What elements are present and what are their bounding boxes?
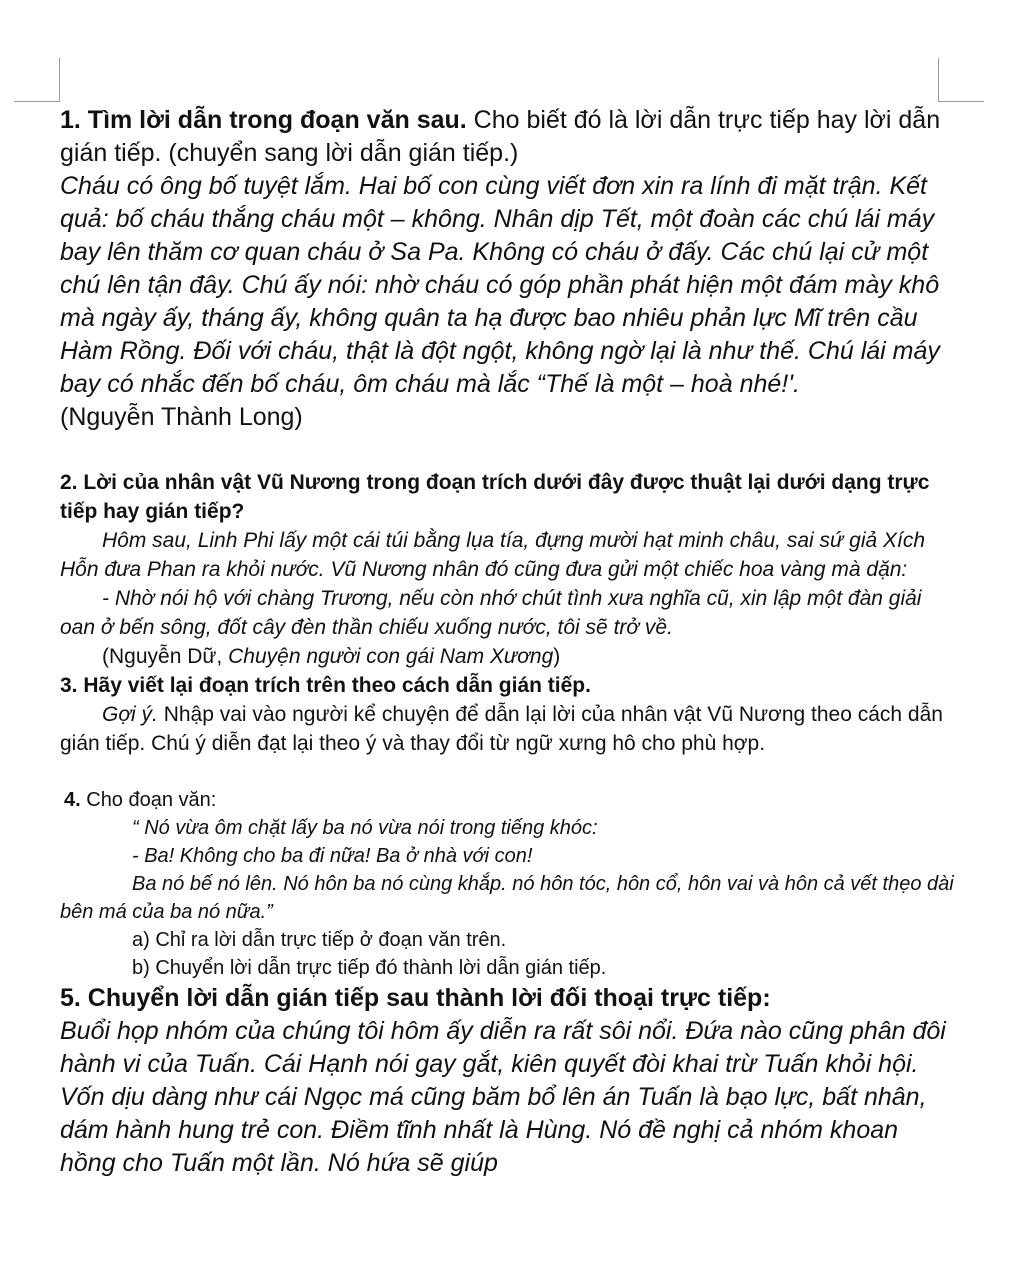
question-1-passage: Cháu có ông bố tuyệt lắm. Hai bố con cùng viết đơn xin ra lính đi mặt trận. Kết quả: bố cháu thắng cháu một – không. Nhân dịp Tết, một đoàn các chú lái máy bay lên thăm cơ quan cháu ở Sa Pa. Không có cháu ở đấy. Các chú lại cử một chú lên tận đây. Chú ấy nói: nhờ cháu có góp phần phát hiện một đám mày khô mà ngày ấy, tháng ấy, không quân ta hạ được bao nhiêu phản lực Mĩ trên cầu Hàm Rồng. Đối với cháu, thật là đột ngột, không ngờ lại là như thế. Chú lái máy bay có nhắc đến bố cháu, ôm cháu mà lắc “Thế là một – hoà nhé!'. [60, 172, 940, 398]
question-1-source: (Nguyễn Thành Long) [60, 403, 303, 431]
question-4-line-1: “ Nó vừa ôm chặt lấy ba nó vừa nói trong tiếng khóc: [132, 817, 598, 839]
question-2-source-close: ) [553, 645, 561, 668]
question-4-title: Cho đoạn văn: [80, 789, 217, 811]
question-2-source-title: Chuyện người con gái Nam Xương [228, 645, 554, 668]
question-2-heading: 2. Lời của nhân vật Vũ Nương trong đoạn trích dưới đây được thuật lại dưới dạng trực tiếp hay gián tiếp? [60, 471, 930, 523]
question-1-instruction: Cho biết đó là lời dẫn trực tiếp hay lời dẫn gián tiếp. (chuyển sang lời dẫn gián tiếp.) [60, 106, 941, 167]
question-3-hint-text: Nhập vai vào người kể chuyện để dẫn lại lời của nhân vật Vũ Nương theo cách dẫn gián tiếp. Chú ý diễn đạt lại theo ý và thay đổi từ ngữ xưng hô cho phù hợp. [60, 703, 943, 755]
question-4-line-3: Ba nó bế nó lên. Nó hôn ba nó cùng khắp. nó hôn tóc, hôn cổ, hôn vai và hôn cả vết thẹo dài bên má của ba nó nữa.” [60, 873, 954, 923]
crop-mark-right-vertical [938, 58, 939, 102]
question-2-passage-1: Hôm sau, Linh Phi lấy một cái túi bằng lụa tía, đựng mười hạt minh châu, sai sứ giả Xích Hỗn đưa Phan ra khỏi nước. Vũ Nương nhân đó cũng đưa gửi một chiếc hoa vàng mà dặn: [60, 529, 926, 581]
question-4-line-2: - Ba! Không cho ba đi nữa! Ba ở nhà với con! [132, 845, 533, 867]
question-2 [60, 468, 960, 671]
question-1 [60, 104, 960, 434]
document-page [60, 100, 960, 1180]
question-4-heading [60, 786, 960, 814]
question-2-source [60, 642, 960, 671]
question-4 [60, 786, 960, 982]
question-3-hint [60, 700, 960, 758]
question-3 [60, 671, 960, 758]
question-4-task-b: b) Chuyển lời dẫn trực tiếp đó thành lời dẫn gián tiếp. [132, 957, 607, 979]
question-5-passage: Buổi họp nhóm của chúng tôi hôm ấy diễn ra rất sôi nổi. Đứa nào cũng phân đôi hành vi của Tuấn. Cái Hạnh nói gay gắt, kiên quyết đòi khai trừ Tuấn khỏi hội. Vốn dịu dàng như cái Ngọc má cũng băm bổ lên án Tuấn là bạo lực, bất nhân, dám hành hung trẻ con. Điềm tĩnh nhất là Hùng. Nó đề nghị cả nhóm khoan hồng cho Tuấn một lần. Nó hứa sẽ giúp [60, 1017, 946, 1177]
question-2-source-author: (Nguyễn Dữ, [102, 645, 229, 668]
question-2-passage-2: - Nhờ nói hộ với chàng Trương, nếu còn nhớ chút tình xưa nghĩa cũ, xin lập một đàn giải oan ở bến sông, đốt cây đèn thần chiếu xuống nước, tôi sẽ trở về. [60, 587, 922, 639]
question-1-title: 1. Tìm lời dẫn trong đoạn văn sau. [60, 106, 467, 134]
crop-mark-left-vertical [59, 58, 60, 102]
question-5 [60, 982, 960, 1180]
question-5-heading: 5. Chuyển lời dẫn gián tiếp sau thành lời đối thoại trực tiếp: [60, 984, 771, 1012]
question-3-hint-label: Gợi ý. [102, 703, 158, 726]
question-3-heading: 3. Hãy viết lại đoạn trích trên theo cách dẫn gián tiếp. [60, 674, 591, 697]
question-4-task-a: a) Chỉ ra lời dẫn trực tiếp ở đoạn văn trên. [132, 929, 507, 951]
crop-mark-left-horizontal [14, 101, 60, 102]
question-1-heading [60, 104, 960, 170]
question-4-number: 4. [64, 789, 81, 811]
